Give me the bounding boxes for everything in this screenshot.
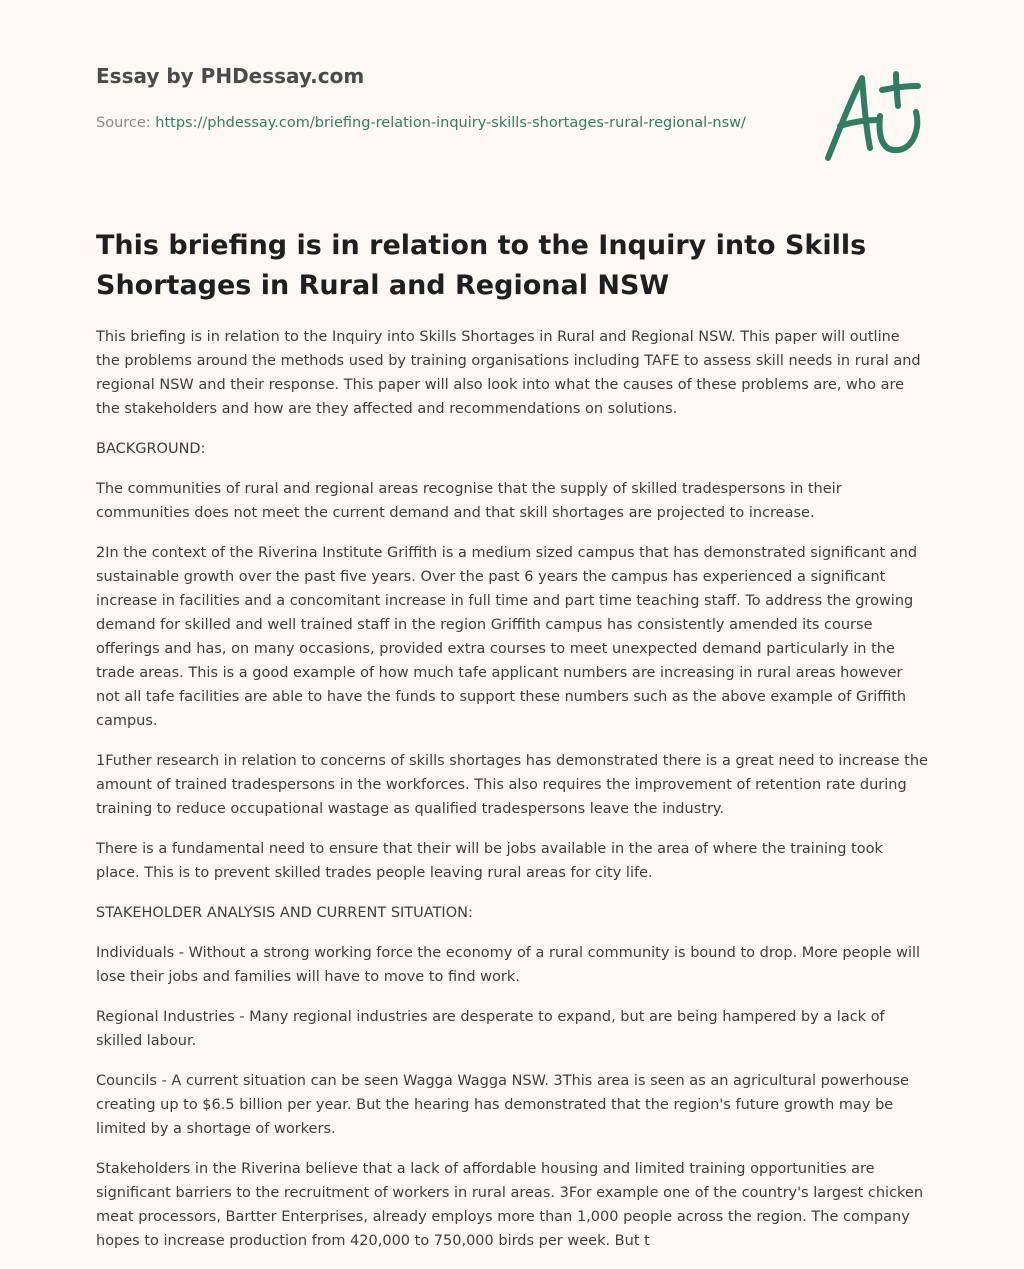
source-label: Source:	[96, 115, 156, 131]
essay-body	[96, 325, 928, 1269]
site-title: Essay by PHDessay.com	[96, 64, 365, 88]
paragraph: Regional Industries - Many regional industries are desperate to expand, but are being hampered by a lack of skilled labour.	[96, 1009, 885, 1049]
paragraph: STAKEHOLDER ANALYSIS AND CURRENT SITUATION:	[96, 905, 473, 921]
a-plus-logo-icon	[820, 66, 930, 166]
paragraph: This briefing is in relation to the Inquiry into Skills Shortages in Rural and Regional NSW. This paper will outline the problems around the methods used by training organisations including TAFE to assess skill needs in rural and regional NSW and their response. This paper will also look into what the causes of these problems are, who are the stakeholders and how are they affected and recommendations on solutions.	[96, 329, 921, 417]
paragraph: Individuals - Without a strong working force the economy of a rural community is bound to drop. More people will lose their jobs and families will have to move to find work.	[96, 945, 921, 985]
paragraph: 2In the context of the Riverina Institute Griffith is a medium sized campus that has demonstrated significant and sustainable growth over the past five years. Over the past 6 years the campus has experienced a significant increase in facilities and a concomitant increase in full time and part time teaching staff. To address the growing demand for skilled and well trained staff in the region Griffith campus has consistently amended its course offerings and has, on many occasions, provided extra courses to meet unexpected demand particularly in the trade areas. This is a good example of how much tafe applicant numbers are increasing in rural areas however not all tafe facilities are able to have the funds to support these numbers such as the above example of Griffith campus.	[96, 545, 918, 729]
paragraph: BACKGROUND:	[96, 441, 206, 457]
paragraph: 1Futher research in relation to concerns of skills shortages has demonstrated there is a great need to increase the amount of trained tradespersons in the workforces. This also requires the improvement of retention rate during training to reduce occupational wastage as qualified tradespersons leave the industry.	[96, 753, 928, 817]
source-link[interactable]: https://phdessay.com/briefing-relation-inquiry-skills-shortages-rural-regional-nsw/	[155, 115, 746, 131]
paragraph: Councils - A current situation can be seen Wagga Wagga NSW. 3This area is seen as an agricultural powerhouse creating up to $6.5 billion per year. But the hearing has demonstrated that the region's future growth may be limited by a shortage of workers.	[96, 1073, 909, 1137]
paragraph: Stakeholders in the Riverina believe that a lack of affordable housing and limited training opportunities are significant barriers to the recruitment of workers in rural areas. 3For example one of the country's largest chicken meat processors, Bartter Enterprises, already employs more than 1,000 people across the region. The company hopes to increase production from 420,000 to 750,000 birds per week. But t	[96, 1161, 924, 1249]
paragraph: There is a fundamental need to ensure that their will be jobs available in the area of where the training took place. This is to prevent skilled trades people leaving rural areas for city life.	[96, 841, 883, 881]
source-line	[96, 111, 746, 135]
essay-title: This briefing is in relation to the Inquiry into Skills Shortages in Rural and Regional NSW	[96, 230, 867, 301]
paragraph: The communities of rural and regional areas recognise that the supply of skilled tradespersons in their communities does not meet the current demand and that skill shortages are projected to increase.	[96, 481, 842, 521]
